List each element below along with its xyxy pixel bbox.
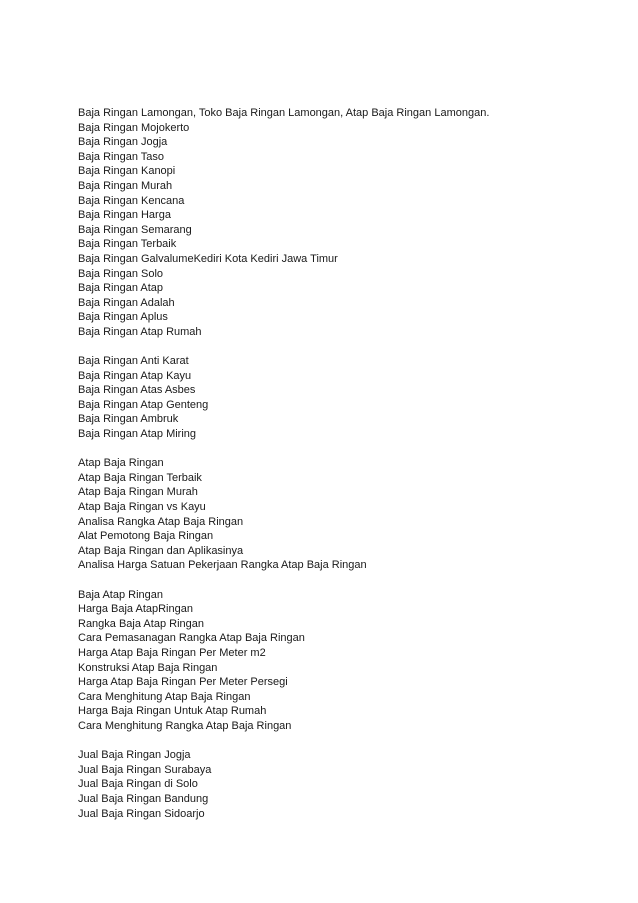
text-line: Harga Atap Baja Ringan Per Meter Persegi bbox=[78, 676, 288, 689]
text-line: Baja Ringan Atap bbox=[78, 282, 164, 295]
text-line: Baja Ringan Kanopi bbox=[78, 165, 176, 178]
text-line: Harga Atap Baja Ringan Per Meter m2 bbox=[78, 646, 266, 659]
text-line: Harga Baja Ringan Untuk Atap Rumah bbox=[78, 705, 267, 718]
text-line: Baja Ringan Harga bbox=[78, 209, 171, 222]
text-line: Baja Ringan Anti Karat bbox=[78, 355, 189, 368]
text-line: Baja Ringan Kencana bbox=[78, 194, 185, 207]
text-line: Alat Pemotong Baja Ringan bbox=[78, 530, 214, 543]
text-line: Atap Baja Ringan Terbaik bbox=[78, 471, 202, 484]
text-line: Baja Ringan Atap Miring bbox=[78, 428, 197, 441]
text-line: Atap Baja Ringan dan Aplikasinya bbox=[78, 544, 244, 557]
text-line: Baja Ringan Murah bbox=[78, 179, 173, 192]
text-line: Atap Baja Ringan bbox=[78, 457, 164, 470]
text-line: Atap Baja Ringan Murah bbox=[78, 486, 198, 499]
text-group bbox=[78, 106, 598, 340]
text-line: Baja Ringan Lamongan, Toko Baja Ringan Lamongan, Atap Baja Ringan Lamongan. bbox=[78, 107, 490, 119]
text-line: Baja Ringan Jogja bbox=[78, 136, 168, 149]
text-group bbox=[78, 354, 598, 442]
text-line: Baja Ringan Adalah bbox=[78, 296, 175, 309]
text-line: Baja Ringan Terbaik bbox=[78, 238, 177, 251]
text-line: Jual Baja Ringan Jogja bbox=[78, 749, 191, 762]
text-line: Konstruksi Atap Baja Ringan bbox=[78, 661, 218, 674]
text-line: Baja Ringan Atap Genteng bbox=[78, 398, 209, 411]
text-line: Baja Ringan Ambruk bbox=[78, 413, 179, 426]
text-line: Baja Atap Ringan bbox=[78, 588, 164, 601]
text-line: Baja Ringan Atap Kayu bbox=[78, 369, 192, 382]
text-line: Harga Baja AtapRingan bbox=[78, 603, 193, 616]
document-body bbox=[78, 106, 598, 836]
text-line: Baja Ringan Mojokerto bbox=[78, 121, 190, 134]
text-line: Cara Pemasanagan Rangka Atap Baja Ringan bbox=[78, 632, 305, 645]
text-line: Baja Ringan Atap Rumah bbox=[78, 325, 202, 338]
text-line: Baja Ringan Atas Asbes bbox=[78, 384, 196, 397]
text-line: Analisa Rangka Atap Baja Ringan bbox=[78, 515, 244, 528]
text-line: Baja Ringan Taso bbox=[78, 150, 165, 163]
text-line: Jual Baja Ringan Bandung bbox=[78, 792, 209, 805]
text-line: Jual Baja Ringan Sidoarjo bbox=[78, 807, 205, 820]
text-line: Jual Baja Ringan Surabaya bbox=[78, 763, 212, 776]
text-line: Analisa Harga Satuan Pekerjaan Rangka Atap Baja Ringan bbox=[78, 559, 367, 572]
text-line: Rangka Baja Atap Ringan bbox=[78, 617, 204, 630]
text-line: Baja Ringan Solo bbox=[78, 267, 164, 280]
text-line: Cara Menghitung Atap Baja Ringan bbox=[78, 690, 251, 703]
text-line: Baja Ringan Aplus bbox=[78, 311, 168, 324]
text-group bbox=[78, 588, 598, 734]
text-line: Baja Ringan Semarang bbox=[78, 223, 192, 236]
text-line: Cara Menghitung Rangka Atap Baja Ringan bbox=[78, 719, 292, 732]
text-line: Jual Baja Ringan di Solo bbox=[78, 778, 198, 791]
text-group bbox=[78, 456, 598, 573]
text-group bbox=[78, 748, 598, 821]
text-line: Baja Ringan GalvalumeKediri Kota Kediri Jawa Timur bbox=[78, 252, 338, 265]
text-line: Atap Baja Ringan vs Kayu bbox=[78, 501, 206, 514]
